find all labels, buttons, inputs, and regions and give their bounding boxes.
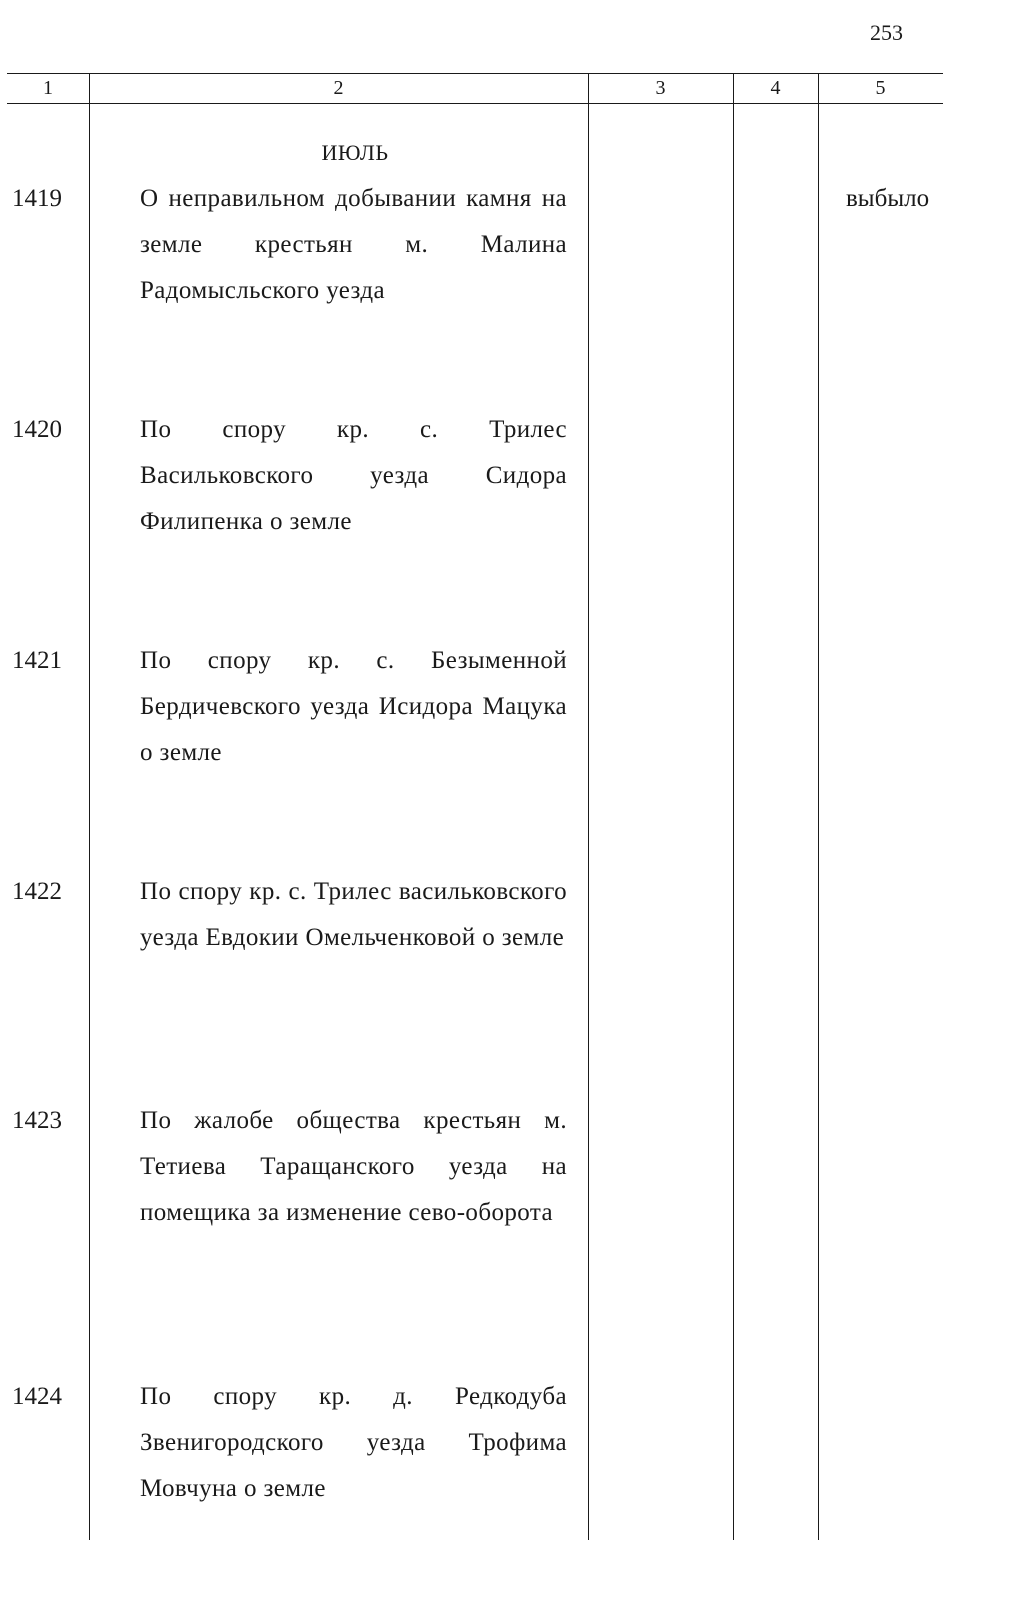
column-divider-4 (818, 73, 819, 1540)
column-number-4: 4 (770, 77, 781, 99)
column-number-2: 2 (333, 77, 344, 99)
entry-number: 1423 (12, 1107, 62, 1134)
entry-description: По спору кр. с. Трилес Васильковского уезда Сидора Филипенка о земле (140, 416, 567, 535)
section-title: ИЮЛЬ (321, 140, 389, 165)
entry-description: По спору кр. д. Редкодуба Звенигородского уезда Трофима Мовчуна о земле (140, 1383, 567, 1502)
table-header-rule (7, 103, 943, 104)
entry-note: выбыло (846, 185, 930, 212)
column-number-1: 1 (43, 77, 53, 99)
entry-description: По спору кр. с. Безыменной Бердичевского уезда Исидора Мацука о земле (140, 647, 567, 766)
entry-description: По спору кр. с. Трилес васильковского уезда Евдокии Омельченковой о земле (140, 878, 567, 951)
page-number: 253 (870, 20, 903, 45)
column-divider-1 (89, 73, 90, 1540)
entry-number: 1421 (12, 647, 62, 674)
entry-description: О неправильном добывании камня на земле крестьян м. Малина Радомысльского уезда (140, 185, 567, 304)
entry-number: 1420 (12, 416, 62, 443)
column-number-5: 5 (875, 77, 886, 99)
entry-number: 1424 (12, 1383, 62, 1410)
column-divider-2 (588, 73, 589, 1540)
column-number-3: 3 (655, 77, 666, 99)
table-top-rule (7, 73, 943, 74)
entry-number: 1419 (12, 185, 62, 212)
column-divider-3 (733, 73, 734, 1540)
entry-number: 1422 (12, 878, 62, 905)
entry-description: По жалобе общества крестьян м. Тетиева Таращанского уезда на помещика за изменение сево-оборота (140, 1107, 567, 1226)
